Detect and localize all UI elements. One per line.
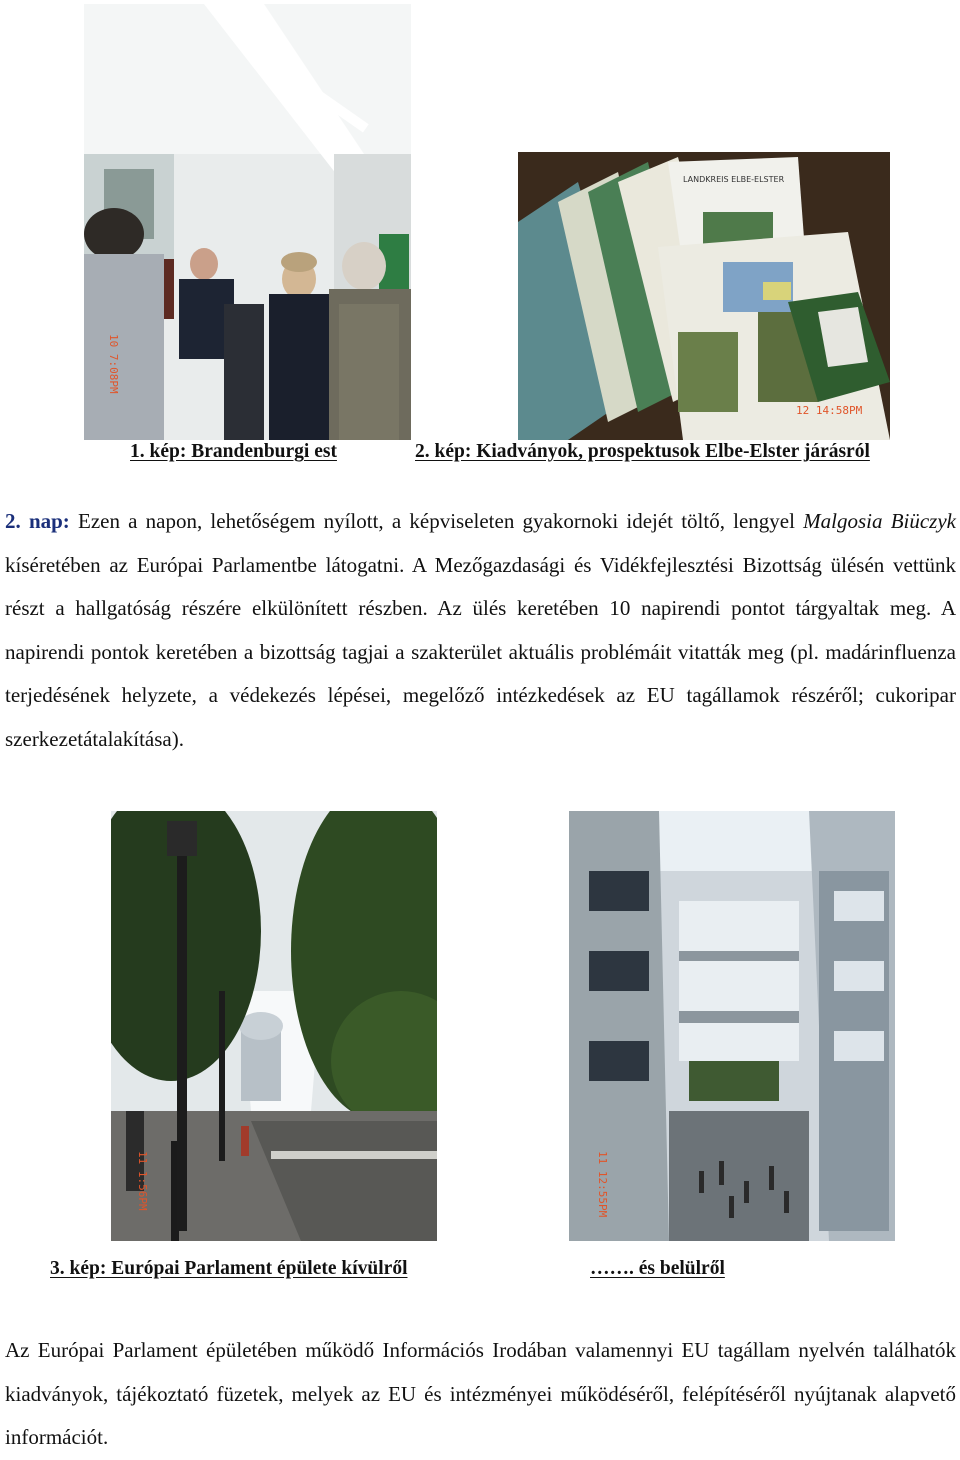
figure-1-caption: 1. kép: Brandenburgi est — [130, 441, 337, 462]
figure-3-caption: 3. kép: Európai Parlament épülete kívülről — [50, 1258, 408, 1279]
exterior-photo-timestamp: 11 1:56PM — [136, 1151, 149, 1211]
figure-4-caption: ……. és belülről — [590, 1258, 725, 1279]
parliament-exterior-photo — [111, 811, 437, 1241]
paragraph-info-office: Az Európai Parlament épületében működő Információs Irodában valamennyi EU tagállam nyelvén találhatók kiadványok, tájékoztató füzetek, melyek az EU és intézményei működéséről, felépítéséről nyújtanak alapvető információt. — [5, 1338, 956, 1449]
brochure-title-text: LANDKREIS ELBE-ELSTER — [683, 175, 785, 184]
person-name: Malgosia Biüczyk — [803, 509, 956, 533]
parliament-interior-photo — [569, 811, 895, 1241]
figure-2-caption: 2. kép: Kiadványok, prospektusok Elbe-Elster járásról — [415, 441, 870, 462]
paragraph-day2-text-a: Ezen a napon, lehetőségem nyílott, a képviseleten gyakornoki idejét töltő, lengyel — [69, 509, 804, 533]
reception-photo — [84, 4, 411, 440]
interior-photo-timestamp: 11 12:55PM — [596, 1151, 609, 1218]
paragraph-day2 — [5, 500, 956, 761]
paragraph-day2-text-b: kíséretében az Európai Parlamentbe látogatni. A Mezőgazdasági és Vidékfejlesztési Bizottság ülésén vettünk részt a hallgatóság részére elkülönített részben. Az ülés keretében 10 napirendi pontot tárgyaltak meg. A napirendi pontok keretében a bizottság tagjai a szakterület aktuális problémáit vitatták meg (pl. madárinfluenza terjedésének helyzete, a védekezés lépései, megelőző intézkedések az EU tagállamok részéről; cukoripar szerkezetátalakítása). — [5, 552, 956, 751]
day-label: 2. nap: — [5, 509, 70, 533]
brochures-photo-timestamp: 12 14:58PM — [796, 404, 863, 417]
brochures-photo — [518, 152, 890, 440]
reception-photo-timestamp: 10 7:08PM — [107, 334, 120, 394]
